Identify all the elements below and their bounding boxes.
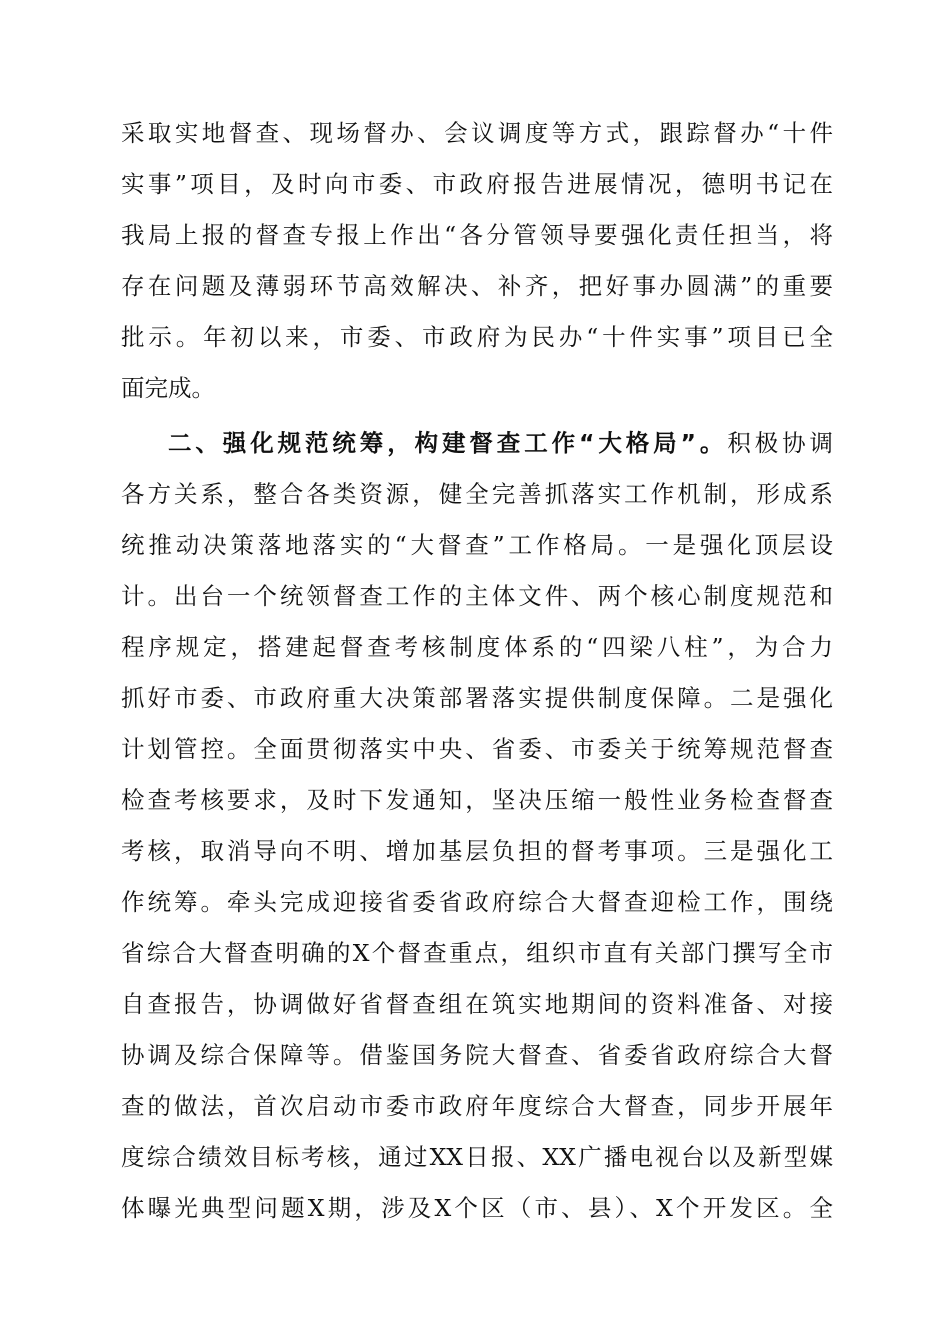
paragraph-2-line: 体曝光典型问题X期，涉及X个区（市、县）、X个开发区。全 xyxy=(121,1194,833,1222)
paragraph-2-line: 度综合绩效目标考核，通过XX日报、XX广播电视台以及新型媒 xyxy=(121,1143,833,1171)
paragraph-2-line: 各方关系，整合各类资源，健全完善抓落实工作机制，形成系 xyxy=(121,480,833,508)
paragraph-2-line: 省综合大督查明确的X个督查重点，组织市直有关部门撰写全市 xyxy=(121,939,833,967)
paragraph-2-line: 统推动决策落地落实的“大督查”工作格局。一是强化顶层设 xyxy=(121,531,833,559)
paragraph-1-line: 面完成。 xyxy=(121,374,215,402)
paragraph-2-line: 程序规定，搭建起督查考核制度体系的“四梁八柱”，为合力 xyxy=(121,633,833,661)
paragraph-2 xyxy=(121,418,833,1234)
paragraph-2-first-line xyxy=(121,418,833,469)
paragraph-1-line: 我局上报的督查专报上作出“各分管领导要强化责任担当，将 xyxy=(121,221,833,249)
paragraph-1-line: 存在问题及薄弱环节高效解决、补齐，把好事办圆满”的重要 xyxy=(121,272,833,300)
paragraph-2-line: 自查报告，协调做好省督查组在筑实地期间的资料准备、对接 xyxy=(121,990,833,1018)
paragraph-2-line: 协调及综合保障等。借鉴国务院大督查、省委省政府综合大督 xyxy=(121,1041,833,1069)
paragraph-2-line: 查的做法，首次启动市委市政府年度综合大督查，同步开展年 xyxy=(121,1092,833,1120)
paragraph-2-line: 抓好市委、市政府重大决策部署落实提供制度保障。二是强化 xyxy=(121,684,833,712)
paragraph-2-line: 计划管控。全面贯彻落实中央、省委、市委关于统筹规范督查 xyxy=(121,735,833,763)
paragraph-1-line: 采取实地督查、现场督办、会议调度等方式，跟踪督办“十件 xyxy=(121,119,833,147)
paragraph-2-line: 计。出台一个统领督查工作的主体文件、两个核心制度规范和 xyxy=(121,582,833,610)
paragraph-2-first-line-rest: 积极协调 xyxy=(727,429,834,457)
paragraph-1-line: 批示。年初以来，市委、市政府为民办“十件实事”项目已全 xyxy=(121,323,833,351)
paragraph-1-line: 实事”项目，及时向市委、市政府报告进展情况，德明书记在 xyxy=(121,170,833,198)
paragraph-2-line: 检查考核要求，及时下发通知，坚决压缩一般性业务检查督查 xyxy=(121,786,833,814)
paragraph-1 xyxy=(121,108,833,414)
section-heading: 二、强化规范统筹，构建督查工作“大格局”。 xyxy=(168,429,728,457)
paragraph-2-line: 考核，取消导向不明、增加基层负担的督考事项。三是强化工 xyxy=(121,837,833,865)
paragraph-2-line: 作统筹。牵头完成迎接省委省政府综合大督查迎检工作，围绕 xyxy=(121,888,833,916)
